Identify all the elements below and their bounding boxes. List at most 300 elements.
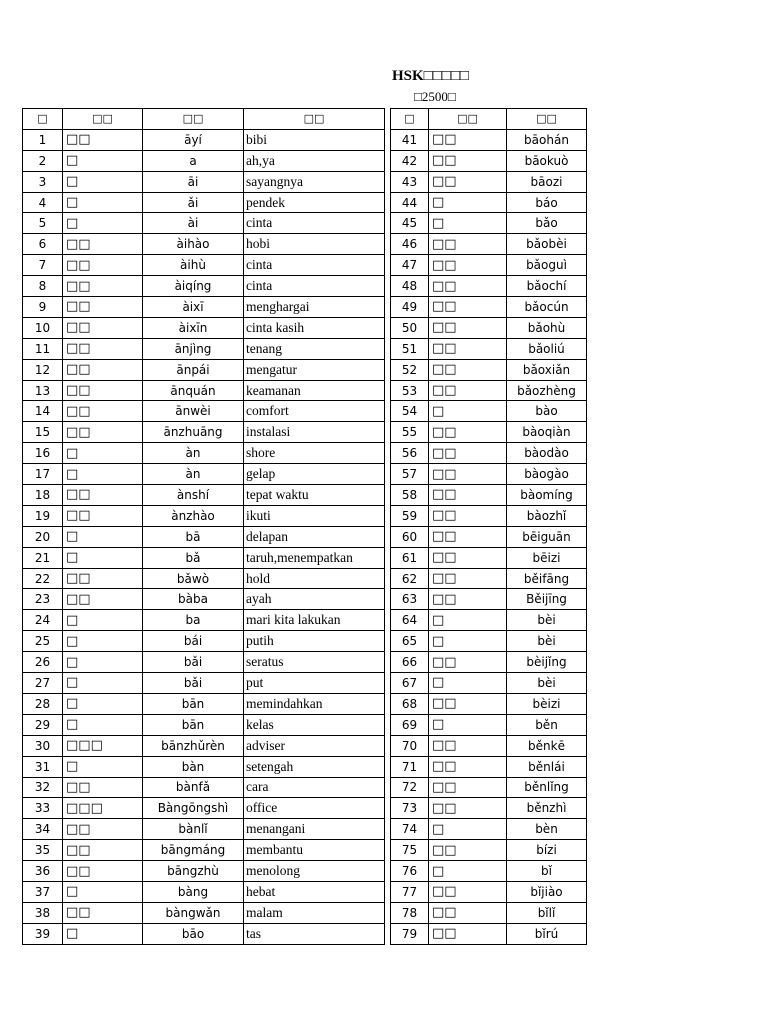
cell-no: 10	[23, 317, 63, 338]
cell-pinyin: bàogào	[507, 464, 587, 485]
table-row	[23, 422, 385, 443]
cell-hanzi: □□	[429, 422, 507, 443]
table-row	[23, 673, 385, 694]
cell-pinyin: àihào	[143, 234, 244, 255]
table-row	[23, 213, 385, 234]
cell-no: 29	[23, 714, 63, 735]
cell-no: 28	[23, 693, 63, 714]
cell-no: 13	[23, 380, 63, 401]
cell-pinyin: bāngmáng	[143, 840, 244, 861]
table-row	[23, 902, 385, 923]
table-row	[23, 610, 385, 631]
table-row	[391, 255, 587, 276]
table-row	[23, 547, 385, 568]
cell-no: 75	[391, 840, 429, 861]
cell-hanzi: □□	[63, 568, 143, 589]
table-row	[391, 192, 587, 213]
table-row	[391, 317, 587, 338]
cell-meaning: keamanan	[244, 380, 385, 401]
cell-hanzi: □□	[63, 317, 143, 338]
table-row	[391, 359, 587, 380]
cell-hanzi: □	[63, 150, 143, 171]
cell-pinyin: bǎo	[507, 213, 587, 234]
cell-no: 33	[23, 798, 63, 819]
cell-meaning: adviser	[244, 735, 385, 756]
cell-meaning: hobi	[244, 234, 385, 255]
table-row	[23, 255, 385, 276]
cell-hanzi: □□	[429, 171, 507, 192]
column-header-hanzi: □□	[63, 109, 143, 130]
table-row	[23, 297, 385, 318]
column-header-pinyin: □□	[143, 109, 244, 130]
table-row	[23, 714, 385, 735]
table-row	[23, 735, 385, 756]
cell-meaning: cinta	[244, 213, 385, 234]
cell-no: 73	[391, 798, 429, 819]
table-row	[391, 652, 587, 673]
cell-hanzi: □□□	[63, 735, 143, 756]
cell-pinyin: bǎocún	[507, 297, 587, 318]
table-header-row	[391, 109, 587, 130]
cell-pinyin: bāngzhù	[143, 861, 244, 882]
cell-pinyin: bǐjiào	[507, 881, 587, 902]
table-row	[391, 485, 587, 506]
cell-meaning: seratus	[244, 652, 385, 673]
cell-no: 39	[23, 923, 63, 944]
cell-pinyin: bǎwò	[143, 568, 244, 589]
cell-hanzi: □□	[429, 485, 507, 506]
cell-no: 46	[391, 234, 429, 255]
cell-no: 25	[23, 631, 63, 652]
cell-meaning: pendek	[244, 192, 385, 213]
cell-hanzi: □	[63, 652, 143, 673]
table-row	[391, 150, 587, 171]
cell-meaning: memindahkan	[244, 693, 385, 714]
table-row	[23, 798, 385, 819]
table-row	[391, 861, 587, 882]
cell-meaning: kelas	[244, 714, 385, 735]
cell-pinyin: bān	[143, 693, 244, 714]
cell-no: 9	[23, 297, 63, 318]
cell-pinyin: ānquán	[143, 380, 244, 401]
cell-hanzi: □	[429, 631, 507, 652]
cell-hanzi: □□	[63, 902, 143, 923]
cell-pinyin: bāozi	[507, 171, 587, 192]
cell-no: 61	[391, 547, 429, 568]
cell-hanzi: □	[429, 673, 507, 694]
cell-pinyin: bǐ	[507, 861, 587, 882]
cell-no: 77	[391, 881, 429, 902]
cell-pinyin: àihù	[143, 255, 244, 276]
cell-hanzi: □□	[429, 359, 507, 380]
table-row	[391, 756, 587, 777]
cell-hanzi: □	[63, 171, 143, 192]
table-row	[391, 777, 587, 798]
cell-pinyin: a	[143, 150, 244, 171]
cell-hanzi: □□	[429, 902, 507, 923]
cell-no: 7	[23, 255, 63, 276]
table-row	[391, 923, 587, 944]
cell-no: 24	[23, 610, 63, 631]
cell-no: 22	[23, 568, 63, 589]
cell-no: 23	[23, 589, 63, 610]
cell-no: 50	[391, 317, 429, 338]
cell-no: 60	[391, 526, 429, 547]
table-row	[23, 505, 385, 526]
table-header-row	[23, 109, 385, 130]
cell-no: 26	[23, 652, 63, 673]
cell-hanzi: □□	[63, 255, 143, 276]
cell-hanzi: □□	[63, 380, 143, 401]
cell-pinyin: běnkē	[507, 735, 587, 756]
cell-pinyin: àiqíng	[143, 276, 244, 297]
cell-no: 78	[391, 902, 429, 923]
cell-pinyin: bàng	[143, 881, 244, 902]
cell-hanzi: □□	[63, 485, 143, 506]
cell-no: 17	[23, 464, 63, 485]
cell-hanzi: □□	[63, 276, 143, 297]
table-row	[23, 881, 385, 902]
cell-meaning: menangani	[244, 819, 385, 840]
cell-pinyin: bǎoliú	[507, 338, 587, 359]
table-row	[391, 610, 587, 631]
cell-hanzi: □□	[429, 297, 507, 318]
table-row	[391, 443, 587, 464]
vocab-table-right-body	[391, 129, 587, 944]
cell-hanzi: □	[429, 213, 507, 234]
table-row	[391, 129, 587, 150]
table-row	[23, 631, 385, 652]
table-row	[391, 568, 587, 589]
cell-hanzi: □	[63, 610, 143, 631]
cell-no: 45	[391, 213, 429, 234]
cell-hanzi: □	[63, 547, 143, 568]
cell-hanzi: □□	[429, 150, 507, 171]
table-row	[391, 673, 587, 694]
cell-hanzi: □□	[429, 568, 507, 589]
table-row	[391, 693, 587, 714]
cell-no: 48	[391, 276, 429, 297]
cell-meaning: instalasi	[244, 422, 385, 443]
table-row	[23, 317, 385, 338]
table-row	[23, 777, 385, 798]
cell-pinyin: ānjìng	[143, 338, 244, 359]
cell-pinyin: bāokuò	[507, 150, 587, 171]
cell-hanzi: □	[63, 923, 143, 944]
cell-hanzi: □□	[429, 129, 507, 150]
cell-pinyin: bèijǐng	[507, 652, 587, 673]
table-row	[23, 861, 385, 882]
cell-hanzi: □□	[63, 297, 143, 318]
cell-no: 69	[391, 714, 429, 735]
cell-hanzi: □	[63, 464, 143, 485]
cell-pinyin: bàn	[143, 756, 244, 777]
table-row	[391, 631, 587, 652]
cell-hanzi: □	[429, 192, 507, 213]
cell-pinyin: āi	[143, 171, 244, 192]
table-row	[23, 359, 385, 380]
cell-meaning: ikuti	[244, 505, 385, 526]
cell-no: 71	[391, 756, 429, 777]
cell-pinyin: ài	[143, 213, 244, 234]
cell-hanzi: □	[429, 714, 507, 735]
cell-no: 72	[391, 777, 429, 798]
cell-meaning: comfort	[244, 401, 385, 422]
cell-no: 3	[23, 171, 63, 192]
cell-hanzi: □□	[429, 505, 507, 526]
cell-meaning: hold	[244, 568, 385, 589]
cell-meaning: bibi	[244, 129, 385, 150]
table-row	[23, 756, 385, 777]
cell-no: 41	[391, 129, 429, 150]
cell-no: 70	[391, 735, 429, 756]
cell-pinyin: ǎi	[143, 192, 244, 213]
table-row	[391, 881, 587, 902]
cell-pinyin: bǎozhèng	[507, 380, 587, 401]
cell-no: 8	[23, 276, 63, 297]
cell-hanzi: □□	[429, 652, 507, 673]
cell-no: 20	[23, 526, 63, 547]
cell-hanzi: □□	[429, 756, 507, 777]
table-row	[23, 234, 385, 255]
cell-pinyin: bízi	[507, 840, 587, 861]
cell-pinyin: ānwèi	[143, 401, 244, 422]
table-row	[391, 714, 587, 735]
cell-hanzi: □□	[429, 464, 507, 485]
cell-pinyin: ānzhuāng	[143, 422, 244, 443]
cell-pinyin: bàomíng	[507, 485, 587, 506]
cell-no: 34	[23, 819, 63, 840]
cell-pinyin: bàodào	[507, 443, 587, 464]
table-row	[391, 902, 587, 923]
cell-pinyin: bàoqiàn	[507, 422, 587, 443]
cell-hanzi: □	[63, 714, 143, 735]
table-row	[391, 505, 587, 526]
cell-hanzi: □□	[429, 881, 507, 902]
cell-hanzi: □□	[63, 840, 143, 861]
cell-no: 51	[391, 338, 429, 359]
cell-no: 42	[391, 150, 429, 171]
table-row	[391, 380, 587, 401]
cell-no: 4	[23, 192, 63, 213]
vocab-table-right	[390, 108, 587, 945]
cell-no: 67	[391, 673, 429, 694]
cell-pinyin: bào	[507, 401, 587, 422]
cell-pinyin: bàba	[143, 589, 244, 610]
cell-hanzi: □	[63, 756, 143, 777]
cell-meaning: taruh,menempatkan	[244, 547, 385, 568]
cell-no: 32	[23, 777, 63, 798]
cell-no: 37	[23, 881, 63, 902]
table-row	[391, 297, 587, 318]
table-row	[23, 693, 385, 714]
cell-meaning: setengah	[244, 756, 385, 777]
cell-hanzi: □□	[429, 693, 507, 714]
cell-no: 74	[391, 819, 429, 840]
cell-meaning: delapan	[244, 526, 385, 547]
table-row	[391, 547, 587, 568]
cell-hanzi: □□	[429, 777, 507, 798]
cell-pinyin: bā	[143, 526, 244, 547]
cell-hanzi: □	[63, 526, 143, 547]
cell-pinyin: bēizi	[507, 547, 587, 568]
cell-meaning: mari kita lakukan	[244, 610, 385, 631]
cell-pinyin: āyí	[143, 129, 244, 150]
cell-meaning: hebat	[244, 881, 385, 902]
cell-pinyin: bǐrú	[507, 923, 587, 944]
table-row	[23, 526, 385, 547]
cell-meaning: malam	[244, 902, 385, 923]
page-subtitle: □2500□	[414, 89, 456, 104]
table-row	[23, 464, 385, 485]
table-row	[391, 840, 587, 861]
cell-pinyin: ànshí	[143, 485, 244, 506]
cell-hanzi: □	[63, 881, 143, 902]
cell-meaning: cinta kasih	[244, 317, 385, 338]
cell-hanzi: □	[63, 213, 143, 234]
table-row	[23, 652, 385, 673]
cell-no: 76	[391, 861, 429, 882]
cell-meaning: menolong	[244, 861, 385, 882]
cell-hanzi: □□	[429, 443, 507, 464]
column-header-no: □	[23, 109, 63, 130]
cell-pinyin: bèi	[507, 610, 587, 631]
cell-no: 30	[23, 735, 63, 756]
cell-hanzi: □□	[429, 589, 507, 610]
cell-hanzi: □	[63, 192, 143, 213]
cell-hanzi: □□	[63, 338, 143, 359]
cell-hanzi: □□	[429, 923, 507, 944]
cell-hanzi: □□	[429, 798, 507, 819]
cell-meaning: ayah	[244, 589, 385, 610]
table-row	[391, 401, 587, 422]
cell-hanzi: □□	[429, 234, 507, 255]
cell-hanzi: □□□	[63, 798, 143, 819]
cell-no: 47	[391, 255, 429, 276]
cell-pinyin: àn	[143, 443, 244, 464]
cell-pinyin: běnzhì	[507, 798, 587, 819]
table-row	[23, 380, 385, 401]
table-row	[23, 485, 385, 506]
cell-no: 58	[391, 485, 429, 506]
cell-pinyin: bēiguān	[507, 526, 587, 547]
cell-no: 15	[23, 422, 63, 443]
cell-meaning: tas	[244, 923, 385, 944]
cell-pinyin: àixī	[143, 297, 244, 318]
cell-hanzi: □□	[63, 422, 143, 443]
cell-hanzi: □□	[63, 777, 143, 798]
cell-hanzi: □	[63, 693, 143, 714]
cell-hanzi: □	[429, 401, 507, 422]
page-title: HSK□□□□□	[392, 68, 469, 84]
cell-meaning: put	[244, 673, 385, 694]
table-row	[23, 129, 385, 150]
cell-pinyin: běnlái	[507, 756, 587, 777]
cell-no: 19	[23, 505, 63, 526]
cell-no: 63	[391, 589, 429, 610]
cell-pinyin: bǐlǐ	[507, 902, 587, 923]
cell-pinyin: bàozhǐ	[507, 505, 587, 526]
table-row	[391, 234, 587, 255]
cell-hanzi: □□	[63, 589, 143, 610]
table-row	[391, 526, 587, 547]
cell-no: 43	[391, 171, 429, 192]
cell-pinyin: Běijīng	[507, 589, 587, 610]
table-row	[391, 171, 587, 192]
table-row	[391, 819, 587, 840]
table-row	[23, 401, 385, 422]
cell-pinyin: bǎohù	[507, 317, 587, 338]
cell-meaning: sayangnya	[244, 171, 385, 192]
table-row	[23, 443, 385, 464]
cell-hanzi: □□	[429, 255, 507, 276]
column-header-hanzi: □□	[429, 109, 507, 130]
table-row	[391, 464, 587, 485]
cell-no: 55	[391, 422, 429, 443]
cell-pinyin: bǎi	[143, 652, 244, 673]
cell-no: 12	[23, 359, 63, 380]
cell-meaning: membantu	[244, 840, 385, 861]
cell-no: 6	[23, 234, 63, 255]
table-row	[23, 589, 385, 610]
cell-no: 21	[23, 547, 63, 568]
cell-pinyin: ànzhào	[143, 505, 244, 526]
cell-no: 68	[391, 693, 429, 714]
cell-pinyin: bàngwǎn	[143, 902, 244, 923]
cell-no: 27	[23, 673, 63, 694]
cell-meaning: cinta	[244, 255, 385, 276]
cell-pinyin: běnlǐng	[507, 777, 587, 798]
cell-pinyin: běn	[507, 714, 587, 735]
column-header-no: □	[391, 109, 429, 130]
cell-meaning: cinta	[244, 276, 385, 297]
cell-hanzi: □□	[429, 526, 507, 547]
cell-no: 16	[23, 443, 63, 464]
table-row	[23, 276, 385, 297]
cell-pinyin: bèn	[507, 819, 587, 840]
cell-no: 56	[391, 443, 429, 464]
cell-meaning: office	[244, 798, 385, 819]
cell-pinyin: bèi	[507, 673, 587, 694]
cell-hanzi: □□	[429, 840, 507, 861]
cell-pinyin: bànlǐ	[143, 819, 244, 840]
cell-no: 38	[23, 902, 63, 923]
cell-pinyin: ba	[143, 610, 244, 631]
cell-pinyin: bǎoguì	[507, 255, 587, 276]
table-row	[23, 338, 385, 359]
table-row	[391, 422, 587, 443]
cell-hanzi: □□	[63, 129, 143, 150]
cell-pinyin: bǎoxiǎn	[507, 359, 587, 380]
cell-meaning: shore	[244, 443, 385, 464]
cell-pinyin: bānzhǔrèn	[143, 735, 244, 756]
cell-pinyin: bèizi	[507, 693, 587, 714]
cell-pinyin: ānpái	[143, 359, 244, 380]
column-header-meaning: □□	[244, 109, 385, 130]
cell-pinyin: bāo	[143, 923, 244, 944]
column-header-pinyin: □□	[507, 109, 587, 130]
cell-pinyin: bǎobèi	[507, 234, 587, 255]
cell-hanzi: □□	[63, 819, 143, 840]
vocab-table-left	[22, 108, 385, 945]
cell-hanzi: □	[63, 631, 143, 652]
cell-no: 57	[391, 464, 429, 485]
cell-no: 52	[391, 359, 429, 380]
cell-no: 1	[23, 129, 63, 150]
cell-pinyin: àn	[143, 464, 244, 485]
cell-no: 53	[391, 380, 429, 401]
table-row	[391, 338, 587, 359]
